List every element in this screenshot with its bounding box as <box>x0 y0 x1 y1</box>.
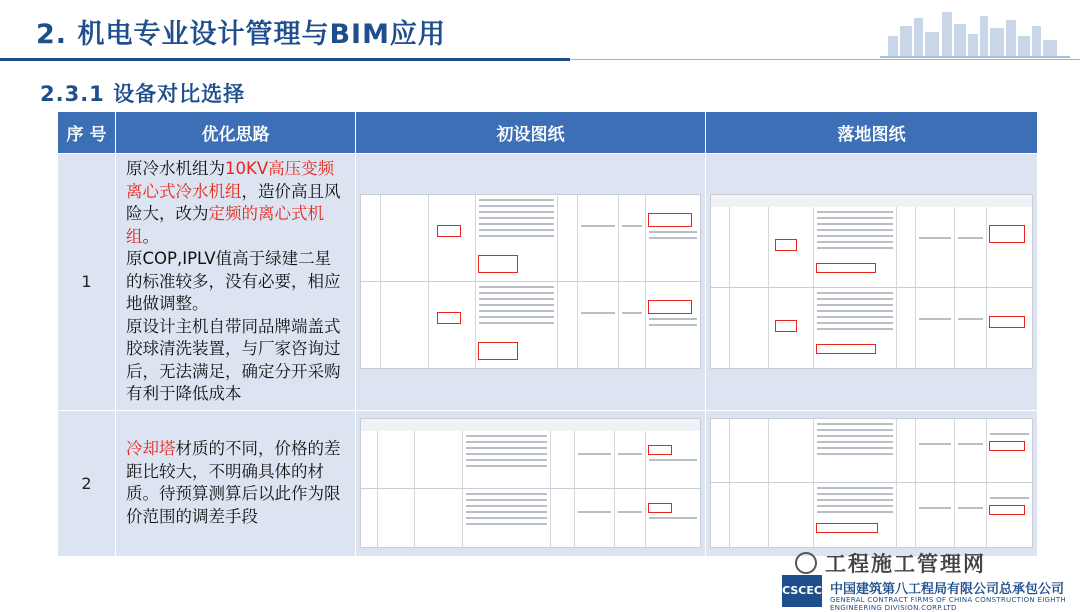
city-skyline-icon <box>880 6 1070 58</box>
idea-text-segment: 原COP,IPLV值高于绿建二星的标准较多，没有必要，相应地做调整。 <box>126 249 341 313</box>
table-header-row <box>58 112 1038 154</box>
wechat-icon <box>795 552 817 574</box>
optimization-idea <box>116 154 356 411</box>
row-number: 2 <box>58 410 116 556</box>
highlight-text: 定频的离心式机组 <box>126 204 324 246</box>
table-row <box>58 154 1038 411</box>
idea-text-segment: 原设计主机自带同品牌端盖式胶球清洗装置，与厂家咨询过后，无法满足，确定分开采购有利于降低成本 <box>126 316 341 403</box>
company-logo: CSCEC <box>782 575 822 607</box>
title-underline <box>0 58 570 61</box>
table-row <box>58 410 1038 556</box>
watermark <box>795 548 986 578</box>
idea-text-segment: 材质的不同，价格的差距比较大，不明确具体的材质。待预算测算后以此作为限价范围的调差手段 <box>126 439 341 526</box>
comparison-table <box>57 111 1038 557</box>
title-underline-thin <box>570 59 1080 60</box>
slide-header <box>0 0 1080 64</box>
col-header-final-drawing: 落地图纸 <box>706 112 1038 154</box>
idea-text <box>126 438 347 528</box>
final-drawing-image <box>706 154 1038 411</box>
section-title: 2. 机电专业设计管理与BIM应用 <box>36 19 446 50</box>
idea-text <box>126 158 347 406</box>
initial-drawing-image <box>356 410 706 556</box>
optimization-idea <box>116 410 356 556</box>
initial-drawing-image <box>356 154 706 411</box>
col-header-idea: 优化思路 <box>116 112 356 154</box>
col-header-initial-drawing: 初设图纸 <box>356 112 706 154</box>
company-name-en: GENERAL CONTRACT FIRMS OF CHINA CONSTRUCTION EIGHTH ENGINEERING DIVISION.CORP.LTD <box>830 596 1066 612</box>
idea-text-segment: ，造价高且风险大，改为 <box>126 181 341 223</box>
subsection-title: 2.3.1 设备对比选择 <box>40 82 246 106</box>
row-number: 1 <box>58 154 116 411</box>
highlight-text: 10KV高压变频离心式冷水机组 <box>126 159 335 201</box>
highlight-text: 冷却塔 <box>126 439 176 458</box>
idea-text-segment: 原冷水机组为 <box>126 159 225 178</box>
idea-text-segment: 。 <box>142 226 159 246</box>
company-name-cn: 中国建筑第八工程局有限公司总承包公司 <box>830 582 1065 597</box>
col-header-num: 序 号 <box>58 112 116 154</box>
final-drawing-image <box>706 410 1038 556</box>
watermark-text: 工程施工管理网 <box>825 552 986 576</box>
